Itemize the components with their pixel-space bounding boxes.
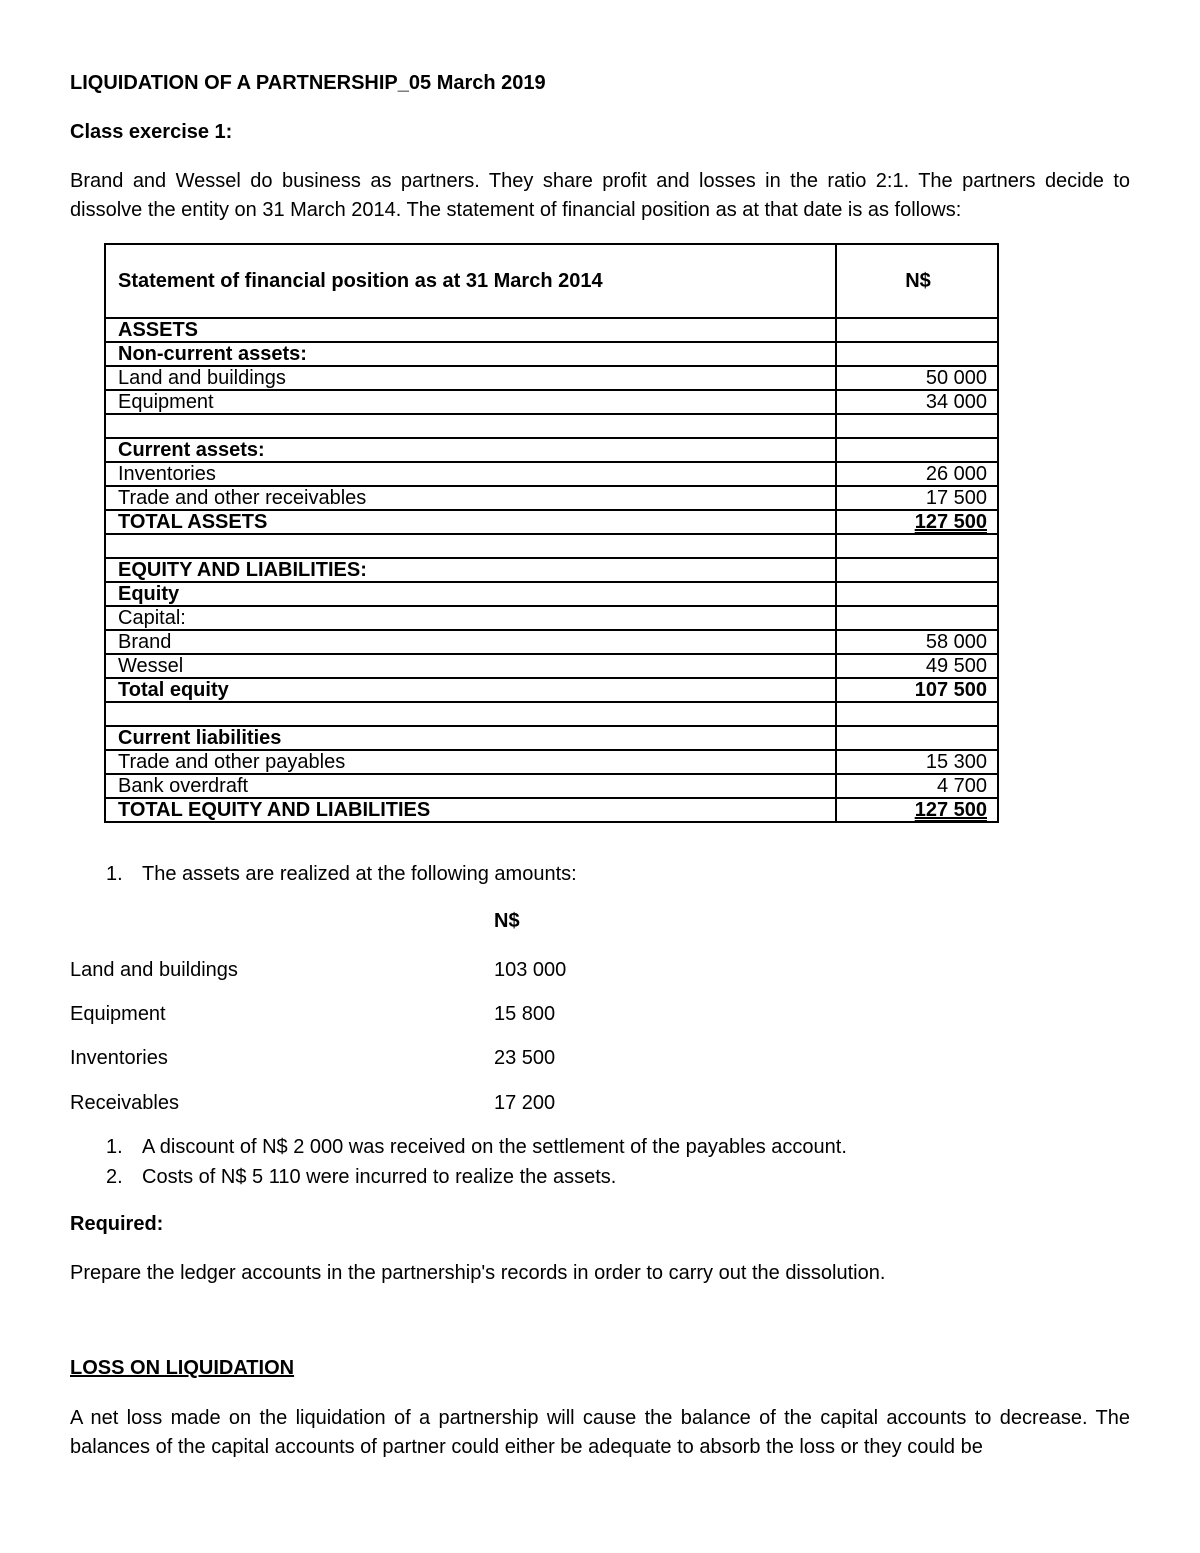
table-row (105, 438, 998, 462)
row-label: Current assets: (105, 438, 836, 462)
row-label (105, 702, 836, 726)
row-amount: 26 000 (836, 462, 998, 486)
table-row-total-equity-liabilities (105, 798, 998, 822)
currency-heading: N$ (836, 244, 998, 318)
note-number: 2. (106, 1166, 123, 1188)
row-label: Brand (105, 630, 836, 654)
realization-amount: 17 200 (494, 1092, 556, 1114)
table-header-row (105, 244, 998, 318)
row-label: Equity (105, 582, 836, 606)
realization-label: Land and buildings (70, 959, 238, 981)
statement-heading: Statement of financial position as at 31 March 2014 (105, 244, 836, 318)
row-label: Trade and other payables (105, 750, 836, 774)
row-label: Land and buildings (105, 366, 836, 390)
table-row (105, 726, 998, 750)
row-label: Wessel (105, 654, 836, 678)
row-label (105, 534, 836, 558)
table-row (105, 774, 998, 798)
table-row (105, 414, 998, 438)
row-amount (836, 318, 998, 342)
note-number: 1. (106, 1136, 123, 1158)
row-amount: 17 500 (836, 486, 998, 510)
table-row (105, 702, 998, 726)
row-label: Non-current assets: (105, 342, 836, 366)
page-title: LIQUIDATION OF A PARTNERSHIP_05 March 2019 (70, 72, 546, 94)
table-row (105, 654, 998, 678)
row-amount: 49 500 (836, 654, 998, 678)
row-amount (836, 438, 998, 462)
loss-paragraph: A net loss made on the liquidation of a partnership will cause the balance of the capital accounts to decrease. The balances of the capital accounts of partner could either be adequate to absorb the loss or they could be (70, 1407, 1130, 1458)
table-row (105, 630, 998, 654)
row-amount: 58 000 (836, 630, 998, 654)
row-label: Current liabilities (105, 726, 836, 750)
row-amount (836, 702, 998, 726)
table-row (105, 318, 998, 342)
realization-label: Inventories (70, 1047, 168, 1069)
row-label: Equipment (105, 390, 836, 414)
loss-heading: LOSS ON LIQUIDATION (70, 1357, 295, 1379)
table-row (105, 606, 998, 630)
row-label: Total equity (105, 678, 836, 702)
realization-amount: 23 500 (494, 1047, 556, 1069)
realization-amount: 15 800 (494, 1003, 556, 1025)
table-row-total-equity (105, 678, 998, 702)
note-text: Costs of N$ 5 110 were incurred to realize the assets. (142, 1166, 617, 1188)
table-row (105, 534, 998, 558)
row-amount: 15 300 (836, 750, 998, 774)
required-heading: Required: (70, 1213, 164, 1235)
row-amount: 50 000 (836, 366, 998, 390)
row-label: EQUITY AND LIABILITIES: (105, 558, 836, 582)
exercise-heading: Class exercise 1: (70, 121, 233, 143)
table-row (105, 390, 998, 414)
row-amount: 4 700 (836, 774, 998, 798)
row-amount (836, 606, 998, 630)
table-row (105, 486, 998, 510)
financial-position-table (104, 243, 999, 823)
table-row (105, 462, 998, 486)
table-row (105, 366, 998, 390)
row-amount (836, 414, 998, 438)
realization-label: Receivables (70, 1092, 179, 1114)
row-amount (836, 342, 998, 366)
row-amount (836, 582, 998, 606)
intro-paragraph: Brand and Wessel do business as partners. They share profit and losses in the ratio 2:1. The partners decide to dissolve the entity on 31 March 2014. The statement of financial position as at that date is as follows: (70, 170, 1130, 221)
row-amount (836, 726, 998, 750)
row-label: TOTAL ASSETS (105, 510, 836, 534)
row-label: Bank overdraft (105, 774, 836, 798)
total-assets-amount: 127 500 (914, 511, 987, 533)
row-amount (836, 534, 998, 558)
row-label: ASSETS (105, 318, 836, 342)
realization-currency-heading: N$ (494, 910, 520, 932)
table-row (105, 582, 998, 606)
row-amount: 107 500 (836, 678, 998, 702)
row-label: TOTAL EQUITY AND LIABILITIES (105, 798, 836, 822)
row-label: Inventories (105, 462, 836, 486)
required-text: Prepare the ledger accounts in the partnership's records in order to carry out the dissolution. (70, 1262, 886, 1284)
realization-label: Equipment (70, 1003, 166, 1025)
row-label: Capital: (105, 606, 836, 630)
row-amount: 34 000 (836, 390, 998, 414)
realization-amount: 103 000 (494, 959, 567, 981)
table-row-total-assets (105, 510, 998, 534)
note-text: A discount of N$ 2 000 was received on the settlement of the payables account. (142, 1136, 847, 1158)
total-equity-liabilities-amount: 127 500 (914, 799, 987, 821)
row-label (105, 414, 836, 438)
row-amount (836, 558, 998, 582)
realization-item-number: 1. (106, 863, 123, 885)
table-row (105, 342, 998, 366)
table-row (105, 558, 998, 582)
row-label: Trade and other receivables (105, 486, 836, 510)
realization-intro: The assets are realized at the following amounts: (142, 863, 577, 885)
table-row (105, 750, 998, 774)
